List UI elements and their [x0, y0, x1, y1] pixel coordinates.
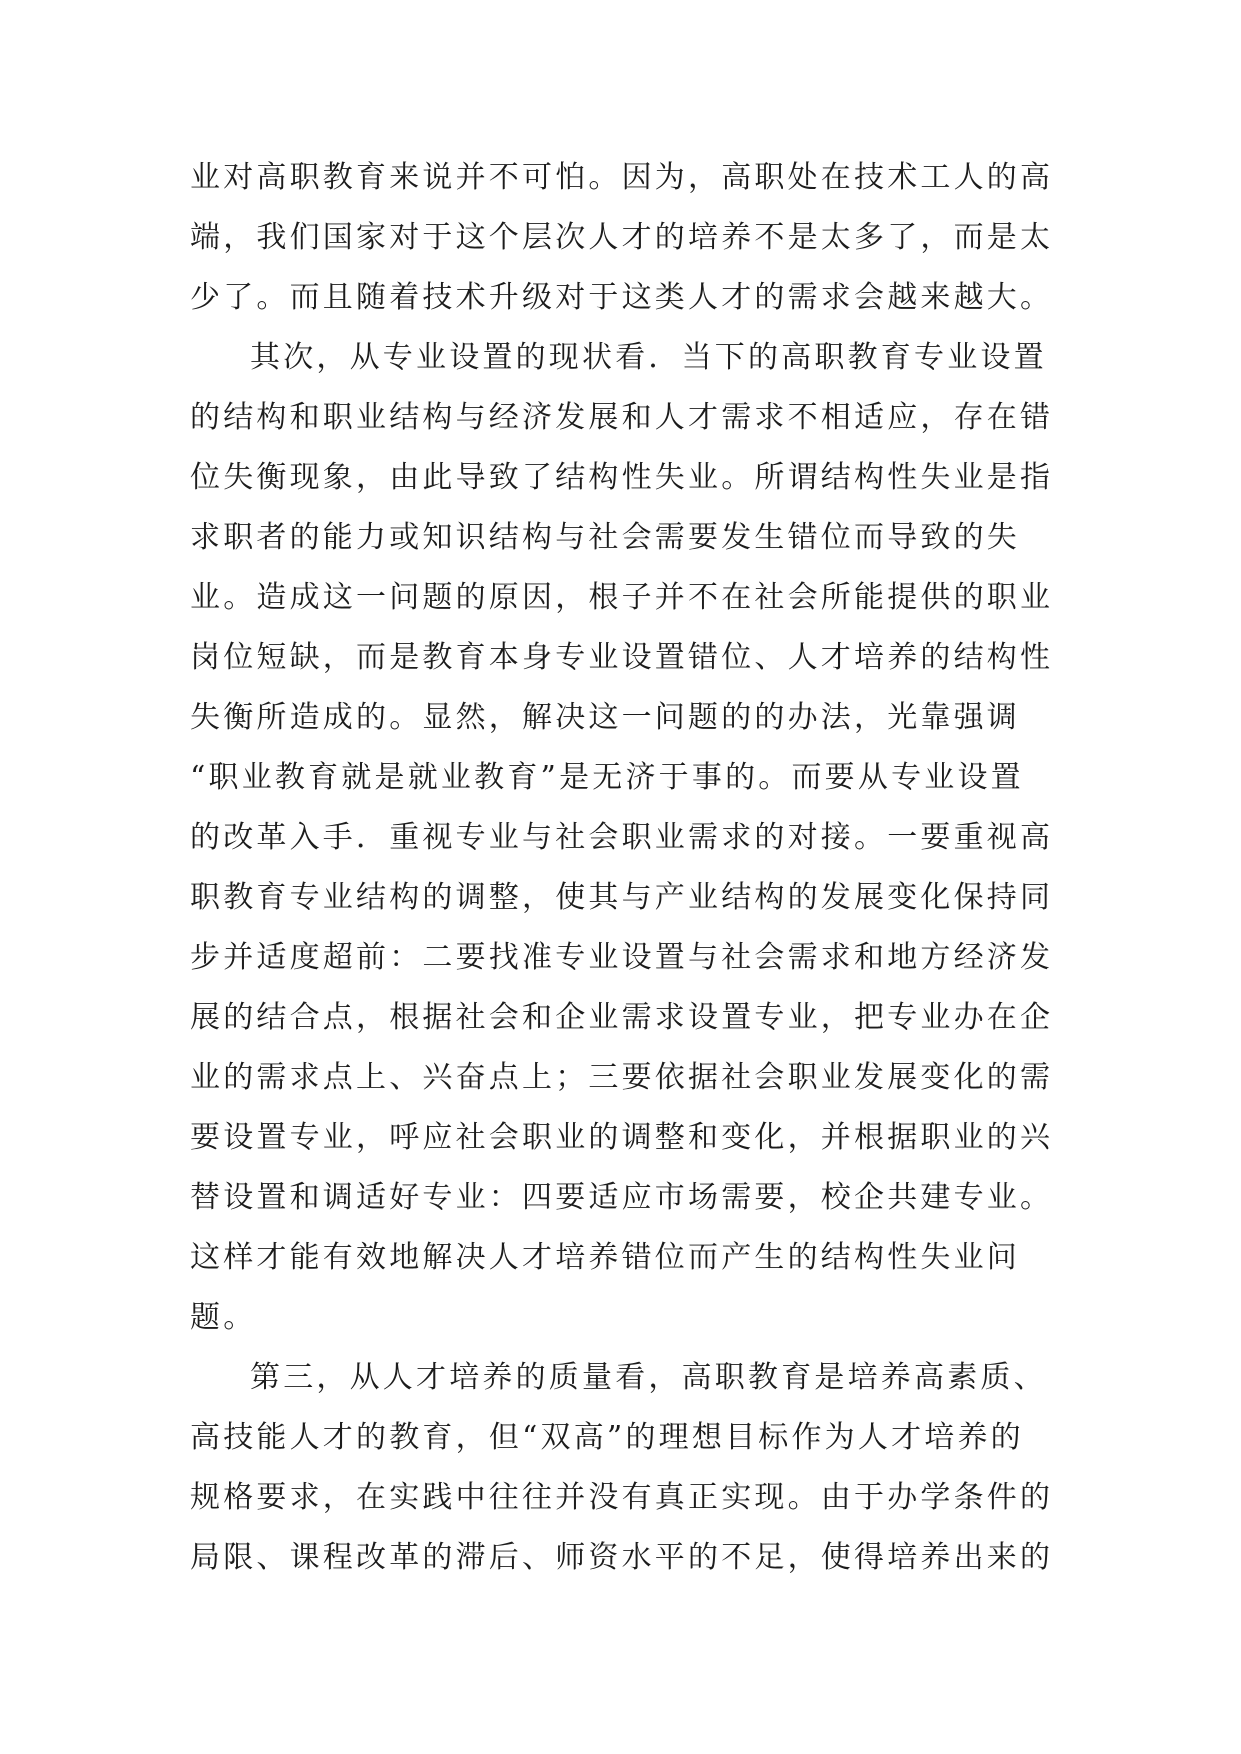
text-line: 端，我们国家对于这个层次人才的培养不是太多了，而是太	[190, 220, 1054, 255]
document-page	[190, 148, 1070, 1588]
text-line: 题。	[190, 1300, 257, 1335]
text-line: 第三，从人才培养的质量看，高职教育是培养高素质、	[250, 1360, 1047, 1395]
text-line: 业的需求点上、兴奋点上；三要依据社会职业发展变化的需	[190, 1060, 1054, 1095]
text-line: 求职者的能力或知识结构与社会需要发生错位而导致的失	[190, 520, 1020, 555]
text-line: 高技能人才的教育，但“双高”的理想目标作为人才培养的	[190, 1420, 1024, 1455]
text-line: 职教育专业结构的调整，使其与产业结构的发展变化保持同	[190, 880, 1054, 915]
text-line: 少了。而且随着技术升级对于这类人才的需求会越来越大。	[190, 280, 1054, 315]
text-line: 岗位短缺，而是教育本身专业设置错位、人才培养的结构性	[190, 640, 1054, 675]
text-line: 规格要求，在实践中往往并没有真正实现。由于办学条件的	[190, 1480, 1054, 1515]
paragraph-1	[190, 148, 1070, 328]
text-line: 业。造成这一问题的原因，根子并不在社会所能提供的职业	[190, 580, 1054, 615]
text-line: 展的结合点，根据社会和企业需求设置专业，把专业办在企	[190, 1000, 1054, 1035]
paragraph-2	[190, 328, 1070, 1348]
text-line: 局限、课程改革的滞后、师资水平的不足，使得培养出来的	[190, 1540, 1054, 1575]
text-line: 其次，从专业设置的现状看．当下的高职教育专业设置	[250, 340, 1047, 375]
text-line: 的改革入手．重视专业与社会职业需求的对接。一要重视高	[190, 820, 1054, 855]
text-line: 替设置和调适好专业：四要适应市场需要，校企共建专业。	[190, 1180, 1054, 1215]
text-line: 要设置专业，呼应社会职业的调整和变化，并根据职业的兴	[190, 1120, 1054, 1155]
text-line: 业对高职教育来说并不可怕。因为，高职处在技术工人的高	[190, 160, 1054, 195]
text-line: 位失衡现象，由此导致了结构性失业。所谓结构性失业是指	[190, 460, 1054, 495]
text-line: 失衡所造成的。显然，解决这一问题的的办法，光靠强调	[190, 700, 1020, 735]
paragraph-3	[190, 1348, 1070, 1588]
text-line: 的结构和职业结构与经济发展和人才需求不相适应，存在错	[190, 400, 1054, 435]
text-line: 步并适度超前：二要找准专业设置与社会需求和地方经济发	[190, 940, 1054, 975]
text-line: “职业教育就是就业教育”是无济于事的。而要从专业设置	[190, 760, 1024, 795]
text-line: 这样才能有效地解决人才培养错位而产生的结构性失业问	[190, 1240, 1020, 1275]
